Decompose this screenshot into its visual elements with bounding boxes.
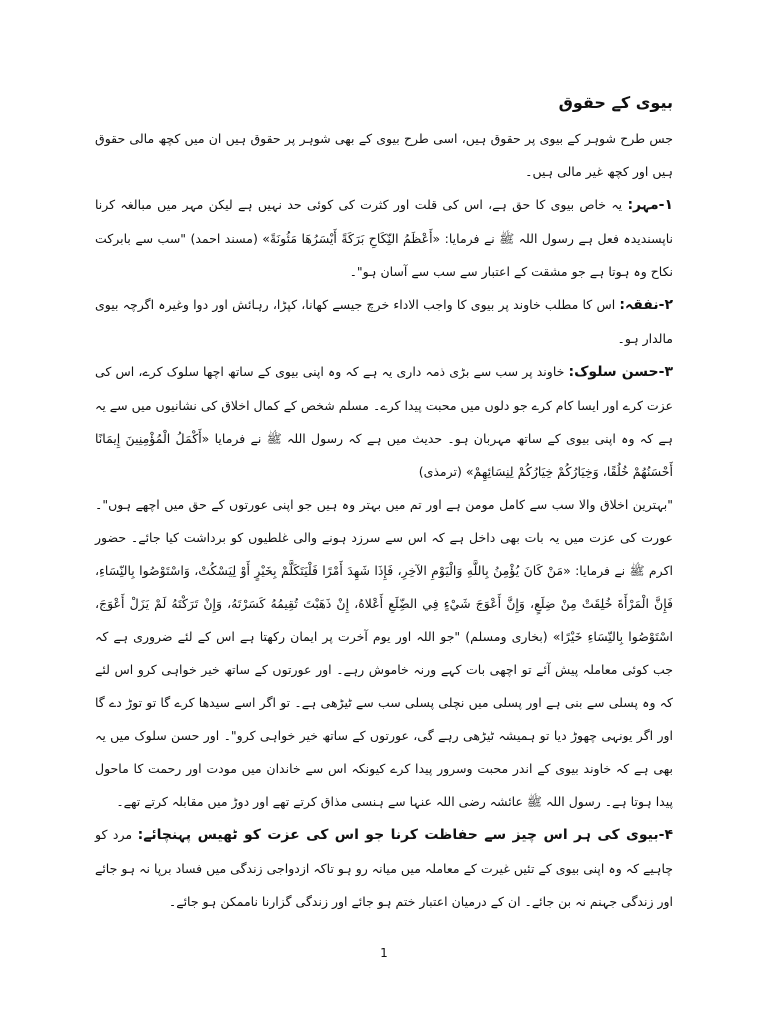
section-heading-husn-suluk: ۳-حسن سلوک: [568, 364, 673, 380]
section-text-hifazat: مرد کو چاہیے کہ وہ اپنی بیوی کے تئیں غیرت کے معاملہ میں میانہ رو ہو تاکہ ازدواجی زندگی میں فساد برپا نہ ہو جائے اور زندگی جہنم نہ بن جائے۔ ان کے درمیان اعتبار ختم ہو جائے اور زندگی گزارنا ناممکن ہو جائے۔ [95, 827, 673, 909]
section-heading-nafaqa: ۲-نفقہ: [619, 297, 673, 313]
page-title: بیوی کے حقوق [558, 93, 673, 112]
section-mehr [95, 188, 673, 288]
section-nafaqa [95, 288, 673, 355]
page-number: 1 [380, 946, 388, 960]
section-text-husn-suluk-continued: "بہترین اخلاق والا سب سے کامل مومن ہے اور تم میں بہتر وہ ہیں جو اپنی عورتوں کے حق میں اچھے ہوں"۔ عورت کی عزت میں یہ بات بھی داخل ہے کہ اس سے سرزد ہونے والی غلطیوں کو برداشت کیا جائے۔ حضور اکرم ﷺ نے فرمایا: «مَنْ كَانَ يُؤْمِنُ بِاللَّهِ وَالْيَوْمِ الآخِرِ، فَإِذَا شَهِدَ أَمْرًا فَلْيَتَكَلَّمْ بِخَيْرٍ أَوْ لِيَسْكُتْ، وَاسْتَوْصُوا بِالنِّسَاءِ، فَإِنَّ الْمَرْأَةَ خُلِقَتْ مِنْ ضِلَعٍ، وَإِنَّ أَعْوَجَ شَيْءٍ فِي الضِّلَعِ أَعْلاهُ، إِنْ ذَهَبْتَ تُقِيمُهُ كَسَرْتَهُ، وَإِنْ تَرَكْتَهُ لَمْ يَزَلْ أَعْوَجَ، اسْتَوْصُوا بِالنِّسَاءِ خَيْرًا» (بخاری ومسلم) "جو اللہ اور یوم آخرت پر ایمان رکھتا ہے اس کے لئے ضروری ہے کہ جب کوئی معاملہ پیش آئے تو اچھی بات کہے ورنہ خاموش رہے۔ اور عورتوں کے ساتھ خیر خواہی کرو اس لئے کہ وہ پسلی سے بنی ہے اور پسلی میں نچلی پسلی سب سے ٹیڑھی ہے۔ تو اگر اسے سیدھا کرے گا تو توڑ دے گا اور اگر یونہی چھوڑ دیا تو ہمیشہ ٹیڑھی رہے گی، عورتوں کے ساتھ خیر خواہی کرو"۔ اور حسن سلوک میں یہ بھی ہے کہ خاوند بیوی کے اندر محبت وسرور پیدا کرے کیونکہ اس سے خاندان میں مودت اور رحمت کا ماحول پیدا ہوتا ہے۔ رسول اللہ ﷺ عائشہ رضی اللہ عنہا سے ہنسی مذاق کرتے تھے اور دوڑ میں مقابلہ کرتے تھے۔ [95, 497, 673, 809]
section-husn-suluk-continued [95, 488, 673, 818]
section-heading-mehr: ۱-مہر: [627, 197, 673, 213]
document-page [95, 88, 673, 918]
section-hifazat [95, 818, 673, 918]
section-heading-hifazat: ۴-بیوی کی ہر اس چیز سے حفاظت کرنا جو اس کی عزت کو ٹھیس پہنچائے: [137, 827, 673, 843]
intro-paragraph: جس طرح شوہر کے بیوی پر حقوق ہیں، اسی طرح بیوی کے بھی شوہر پر حقوق ہیں ان میں کچھ مالی حقوق ہیں اور کچھ غیر مالی ہیں۔ [95, 131, 673, 179]
section-text-nafaqa: اس کا مطلب خاوند پر بیوی کا واجب الاداء خرچ جیسے کھانا، کپڑا، رہائش اور دوا وغیرہ اگرچہ بیوی مالدار ہو۔ [95, 297, 673, 346]
section-husn-suluk [95, 355, 673, 488]
section-text-mehr: یہ خاص بیوی کا حق ہے، اس کی قلت اور کثرت کی کوئی حد نہیں ہے لیکن مہر میں مبالغہ کرنا ناپسندیدہ فعل ہے رسول اللہ ﷺ نے فرمایا: «أَعْظَمُ النِّكَاحِ بَرَكَةً أَيْسَرُهَا مَئُونَةً» (مسند احمد) "سب سے بابرکت نکاح وہ ہوتا ہے جو مشقت کے اعتبار سے سب سے آسان ہو"۔ [95, 197, 673, 279]
section-text-husn-suluk: خاوند پر سب سے بڑی ذمہ داری یہ ہے کہ وہ اپنی بیوی کے ساتھ اچھا سلوک کرے، اس کی عزت کرے اور ایسا کام کرے جو دلوں میں محبت پیدا کرے۔ مسلم شخص کے کمال اخلاق کی نشانیوں میں سے یہ ہے کہ وہ اپنی بیوی کے ساتھ مہربان ہو۔ حدیث میں ہے کہ رسول اللہ ﷺ نے فرمایا «أَكْمَلُ الْمُؤْمِنِينَ إِيمَانًا أَحْسَنُهُمْ خُلُقًا، وَخِيَارُكُمْ خِيَارُكُمْ لِنِسَائِهِمْ» (ترمذی) [95, 364, 673, 479]
